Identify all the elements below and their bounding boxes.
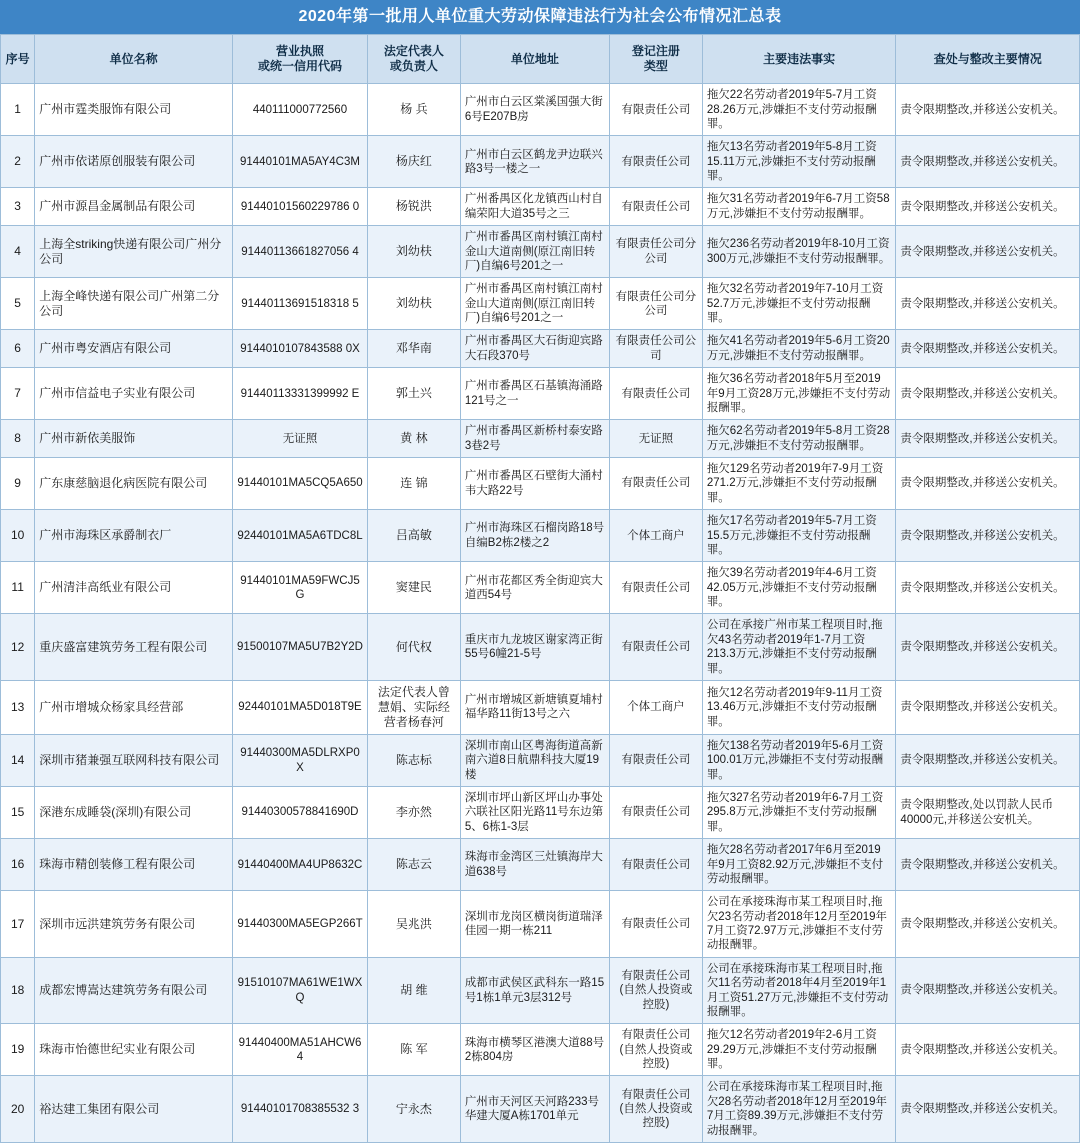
cell-actions: 责令限期整改,并移送公安机关。 bbox=[896, 1076, 1080, 1143]
cell-representative: 法定代表人曾慧娟、实际经营者杨春河 bbox=[368, 680, 461, 734]
cell-index: 2 bbox=[1, 136, 35, 188]
cell-license: 91440400MA4UP8632C bbox=[232, 839, 367, 891]
col-header-registration-line2: 类型 bbox=[643, 59, 668, 74]
cell-registration-type: 无证照 bbox=[610, 420, 703, 458]
cell-actions: 责令限期整改,并移送公安机关。 bbox=[896, 562, 1080, 614]
cell-license: 91440101MA59FWCJ5G bbox=[232, 562, 367, 614]
cell-index: 11 bbox=[1, 562, 35, 614]
cell-index: 9 bbox=[1, 458, 35, 510]
cell-representative: 杨庆红 bbox=[368, 136, 461, 188]
cell-violation-facts: 拖欠22名劳动者2019年5-7月工资28.26万元,涉嫌拒不支付劳动报酬罪。 bbox=[702, 84, 896, 136]
col-header-license-line2: 或统一信用代码 bbox=[257, 59, 342, 74]
cell-violation-facts: 拖欠327名劳动者2019年6-7月工资295.8万元,涉嫌拒不支付劳动报酬罪。 bbox=[702, 787, 896, 839]
cell-index: 10 bbox=[1, 510, 35, 562]
cell-registration-type: 有限责任公司(自然人投资或控股) bbox=[610, 1076, 703, 1143]
cell-violation-facts: 拖欠41名劳动者2019年5-6月工资20万元,涉嫌拒不支付劳动报酬罪。 bbox=[702, 330, 896, 368]
cell-license: 440111000772560 bbox=[232, 84, 367, 136]
cell-registration-type: 有限责任公司分公司 bbox=[610, 226, 703, 278]
cell-address: 成都市武侯区武科东一路15号1栋1单元3层312号 bbox=[460, 957, 609, 1024]
cell-index: 18 bbox=[1, 957, 35, 1024]
cell-unit-name: 广州市信益电子实业有限公司 bbox=[35, 368, 233, 420]
cell-unit-name: 广州市新依美服饰 bbox=[35, 420, 233, 458]
cell-address: 广州市番禺区大石街迎宾路大石段370号 bbox=[460, 330, 609, 368]
cell-registration-type: 有限责任公司(自然人投资或控股) bbox=[610, 957, 703, 1024]
cell-violation-facts: 拖欠129名劳动者2019年7-9月工资271.2万元,涉嫌拒不支付劳动报酬罪。 bbox=[702, 458, 896, 510]
cell-license: 91500107MA5U7B2Y2D bbox=[232, 614, 367, 681]
table-row bbox=[1, 510, 1080, 562]
cell-license: 92440101MA5D018T9E bbox=[232, 680, 367, 734]
cell-address: 广州市增城区新塘镇夏埔村福华路11街13号之六 bbox=[460, 680, 609, 734]
cell-unit-name: 深圳市猪兼强互联网科技有限公司 bbox=[35, 734, 233, 786]
table-row bbox=[1, 1076, 1080, 1143]
cell-registration-type: 有限责任公司 bbox=[610, 787, 703, 839]
cell-unit-name: 广州市源昌金属制品有限公司 bbox=[35, 188, 233, 226]
cell-address: 广州市花都区秀全街迎宾大道西54号 bbox=[460, 562, 609, 614]
cell-actions: 责令限期整改,并移送公安机关。 bbox=[896, 330, 1080, 368]
cell-registration-type: 个体工商户 bbox=[610, 680, 703, 734]
cell-violation-facts: 公司在承接广州市某工程项目时,拖欠43名劳动者2019年1-7月工资213.3万元,涉嫌拒不支付劳动报酬罪。 bbox=[702, 614, 896, 681]
cell-representative: 杨锐洪 bbox=[368, 188, 461, 226]
cell-registration-type: 有限责任公司公司 bbox=[610, 330, 703, 368]
table-row bbox=[1, 458, 1080, 510]
cell-unit-name: 广州清沣高纸业有限公司 bbox=[35, 562, 233, 614]
cell-address: 广州市番禺区石基镇海涌路121号之一 bbox=[460, 368, 609, 420]
violations-table bbox=[0, 34, 1080, 1143]
cell-license: 无证照 bbox=[232, 420, 367, 458]
cell-unit-name: 珠海市怡德世纪实业有限公司 bbox=[35, 1024, 233, 1076]
cell-representative: 李亦然 bbox=[368, 787, 461, 839]
cell-unit-name: 广州市依诺原创服装有限公司 bbox=[35, 136, 233, 188]
cell-violation-facts: 拖欠39名劳动者2019年4-6月工资42.05万元,涉嫌拒不支付劳动报酬罪。 bbox=[702, 562, 896, 614]
cell-index: 19 bbox=[1, 1024, 35, 1076]
col-header-representative-line2: 或负责人 bbox=[389, 59, 438, 74]
cell-actions: 责令限期整改,并移送公安机关。 bbox=[896, 420, 1080, 458]
cell-index: 3 bbox=[1, 188, 35, 226]
table-row bbox=[1, 957, 1080, 1024]
cell-address: 深圳市龙岗区横岗街道瑞泽佳园一期一栋211 bbox=[460, 891, 609, 958]
cell-actions: 责令限期整改,并移送公安机关。 bbox=[896, 614, 1080, 681]
cell-registration-type: 有限责任公司 bbox=[610, 84, 703, 136]
cell-address: 珠海市金湾区三灶镇海岸大道638号 bbox=[460, 839, 609, 891]
cell-license: 91440113661827056 4 bbox=[232, 226, 367, 278]
table-row bbox=[1, 188, 1080, 226]
table-row bbox=[1, 562, 1080, 614]
col-header-address: 单位地址 bbox=[460, 35, 609, 84]
cell-violation-facts: 拖欠12名劳动者2019年9-11月工资13.46万元,涉嫌拒不支付劳动报酬罪。 bbox=[702, 680, 896, 734]
cell-registration-type: 有限责任公司 bbox=[610, 368, 703, 420]
cell-address: 深圳市南山区粤海街道高新南六道8日航鼎科技大厦19楼 bbox=[460, 734, 609, 786]
cell-unit-name: 上海全峰快递有限公司广州第二分公司 bbox=[35, 278, 233, 330]
table-row bbox=[1, 891, 1080, 958]
cell-representative: 胡 维 bbox=[368, 957, 461, 1024]
cell-license: 91440101MA5AY4C3M bbox=[232, 136, 367, 188]
cell-actions: 责令限期整改,并移送公安机关。 bbox=[896, 957, 1080, 1024]
cell-unit-name: 广州市增城众杨家具经营部 bbox=[35, 680, 233, 734]
cell-license: 92440101MA5A6TDC8L bbox=[232, 510, 367, 562]
cell-index: 4 bbox=[1, 226, 35, 278]
cell-representative: 邓华南 bbox=[368, 330, 461, 368]
cell-registration-type: 有限责任公司 bbox=[610, 891, 703, 958]
cell-address: 珠海市横琴区港澳大道88号2栋804房 bbox=[460, 1024, 609, 1076]
cell-actions: 责令限期整改,并移送公安机关。 bbox=[896, 510, 1080, 562]
cell-actions: 责令限期整改,并移送公安机关。 bbox=[896, 458, 1080, 510]
cell-address: 重庆市九龙坡区谢家湾正街55号6幢21-5号 bbox=[460, 614, 609, 681]
cell-index: 17 bbox=[1, 891, 35, 958]
cell-license: 91440113331399992 E bbox=[232, 368, 367, 420]
cell-license: 91440101708385532 3 bbox=[232, 1076, 367, 1143]
document-title: 2020年第一批用人单位重大劳动保障违法行为社会公布情况汇总表 bbox=[0, 0, 1080, 34]
cell-actions: 责令限期整改,并移送公安机关。 bbox=[896, 680, 1080, 734]
cell-actions: 责令限期整改,并移送公安机关。 bbox=[896, 839, 1080, 891]
cell-actions: 责令限期整改,并移送公安机关。 bbox=[896, 136, 1080, 188]
cell-index: 15 bbox=[1, 787, 35, 839]
cell-registration-type: 有限责任公司 bbox=[610, 188, 703, 226]
col-header-registration-type bbox=[610, 35, 703, 84]
cell-address: 深圳市坪山新区坪山办事处六联社区阳光路11号东边第5、6栋1-3层 bbox=[460, 787, 609, 839]
col-header-representative bbox=[368, 35, 461, 84]
cell-registration-type: 有限责任公司 bbox=[610, 614, 703, 681]
cell-registration-type: 有限责任公司(自然人投资或控股) bbox=[610, 1024, 703, 1076]
cell-registration-type: 有限责任公司 bbox=[610, 562, 703, 614]
cell-license: 91440113691518318 5 bbox=[232, 278, 367, 330]
cell-actions: 责令限期整改,处以罚款人民币40000元,并移送公安机关。 bbox=[896, 787, 1080, 839]
cell-representative: 陈志标 bbox=[368, 734, 461, 786]
cell-unit-name: 广东康慈脑退化病医院有限公司 bbox=[35, 458, 233, 510]
cell-violation-facts: 公司在承接珠海市某工程项目时,拖欠11名劳动者2018年4月至2019年1月工资51.27万元,涉嫌拒不支付劳动报酬罪。 bbox=[702, 957, 896, 1024]
cell-representative: 连 锦 bbox=[368, 458, 461, 510]
table-row bbox=[1, 734, 1080, 786]
table-row bbox=[1, 839, 1080, 891]
col-header-representative-line1: 法定代表人 bbox=[383, 44, 444, 59]
col-header-index: 序号 bbox=[1, 35, 35, 84]
table-row bbox=[1, 787, 1080, 839]
cell-actions: 责令限期整改,并移送公安机关。 bbox=[896, 368, 1080, 420]
cell-representative: 宁永杰 bbox=[368, 1076, 461, 1143]
cell-representative: 陈志云 bbox=[368, 839, 461, 891]
col-header-actions: 查处与整改主要情况 bbox=[896, 35, 1080, 84]
cell-registration-type: 有限责任公司分公司 bbox=[610, 278, 703, 330]
cell-unit-name: 广州市海珠区承爵制衣厂 bbox=[35, 510, 233, 562]
cell-registration-type: 有限责任公司 bbox=[610, 458, 703, 510]
cell-index: 20 bbox=[1, 1076, 35, 1143]
table-row bbox=[1, 136, 1080, 188]
cell-representative: 吴兆洪 bbox=[368, 891, 461, 958]
table-row bbox=[1, 680, 1080, 734]
cell-index: 14 bbox=[1, 734, 35, 786]
cell-representative: 杨 兵 bbox=[368, 84, 461, 136]
cell-unit-name: 上海全striking快递有限公司广州分公司 bbox=[35, 226, 233, 278]
cell-unit-name: 重庆盛富建筑劳务工程有限公司 bbox=[35, 614, 233, 681]
cell-address: 广州市番禺区南村镇江南村金山大道南侧(原江南旧转厂)自编6号201之一 bbox=[460, 226, 609, 278]
table-row bbox=[1, 368, 1080, 420]
cell-license: 91440101560229786 0 bbox=[232, 188, 367, 226]
cell-representative: 窦建民 bbox=[368, 562, 461, 614]
cell-index: 7 bbox=[1, 368, 35, 420]
cell-unit-name: 珠海市精创装修工程有限公司 bbox=[35, 839, 233, 891]
cell-address: 广州市白云区棠溪国强大街6号E207B房 bbox=[460, 84, 609, 136]
cell-violation-facts: 拖欠12名劳动者2019年2-6月工资29.29万元,涉嫌拒不支付劳动报酬罪。 bbox=[702, 1024, 896, 1076]
cell-violation-facts: 公司在承接珠海市某工程项目时,拖欠23名劳动者2018年12月至2019年7月工资72.97万元,涉嫌拒不支付劳动报酬罪。 bbox=[702, 891, 896, 958]
cell-violation-facts: 拖欠138名劳动者2019年5-6月工资100.01万元,涉嫌拒不支付劳动报酬罪。 bbox=[702, 734, 896, 786]
cell-violation-facts: 拖欠236名劳动者2019年8-10月工资300万元,涉嫌拒不支付劳动报酬罪。 bbox=[702, 226, 896, 278]
cell-unit-name: 成都宏博嵩达建筑劳务有限公司 bbox=[35, 957, 233, 1024]
cell-index: 16 bbox=[1, 839, 35, 891]
cell-violation-facts: 公司在承接珠海市某工程项目时,拖欠28名劳动者2018年12月至2019年7月工资89.39万元,涉嫌拒不支付劳动报酬罪。 bbox=[702, 1076, 896, 1143]
cell-index: 8 bbox=[1, 420, 35, 458]
cell-unit-name: 广州市霆类服饰有限公司 bbox=[35, 84, 233, 136]
col-header-unit-name: 单位名称 bbox=[35, 35, 233, 84]
col-header-registration-line1: 登记注册 bbox=[631, 44, 680, 59]
cell-registration-type: 有限责任公司 bbox=[610, 136, 703, 188]
cell-violation-facts: 拖欠36名劳动者2018年5月至2019年9月工资28万元,涉嫌拒不支付劳动报酬罪。 bbox=[702, 368, 896, 420]
cell-license: 91440300MA5EGP266T bbox=[232, 891, 367, 958]
cell-violation-facts: 拖欠13名劳动者2019年5-8月工资15.11万元,涉嫌拒不支付劳动报酬罪。 bbox=[702, 136, 896, 188]
cell-address: 广州市海珠区石榴岗路18号自编B2栋2楼之2 bbox=[460, 510, 609, 562]
cell-index: 1 bbox=[1, 84, 35, 136]
cell-license: 91440400MA51AHCW64 bbox=[232, 1024, 367, 1076]
cell-license: 91440300MA5DLRXP0X bbox=[232, 734, 367, 786]
cell-actions: 责令限期整改,并移送公安机关。 bbox=[896, 226, 1080, 278]
cell-representative: 郭土兴 bbox=[368, 368, 461, 420]
col-header-license bbox=[232, 35, 367, 84]
cell-address: 广州市天河区天河路233号华建大厦A栋1701单元 bbox=[460, 1076, 609, 1143]
table-row bbox=[1, 278, 1080, 330]
cell-registration-type: 有限责任公司 bbox=[610, 734, 703, 786]
cell-representative: 刘幼枎 bbox=[368, 226, 461, 278]
cell-violation-facts: 拖欠31名劳动者2019年6-7月工资58万元,涉嫌拒不支付劳动报酬罪。 bbox=[702, 188, 896, 226]
col-header-license-line1: 营业执照 bbox=[275, 44, 324, 59]
cell-violation-facts: 拖欠62名劳动者2019年5-8月工资28万元,涉嫌拒不支付劳动报酬罪。 bbox=[702, 420, 896, 458]
cell-address: 广州市番禺区南村镇江南村金山大道南侧(原江南旧转厂)自编6号201之一 bbox=[460, 278, 609, 330]
cell-index: 5 bbox=[1, 278, 35, 330]
cell-address: 广州市番禺区石壁街大涌村韦大路22号 bbox=[460, 458, 609, 510]
cell-index: 12 bbox=[1, 614, 35, 681]
cell-unit-name: 广州市粤安酒店有限公司 bbox=[35, 330, 233, 368]
cell-actions: 责令限期整改,并移送公安机关。 bbox=[896, 734, 1080, 786]
cell-representative: 刘幼枎 bbox=[368, 278, 461, 330]
col-header-violation-facts: 主要违法事实 bbox=[702, 35, 896, 84]
cell-registration-type: 个体工商户 bbox=[610, 510, 703, 562]
cell-index: 6 bbox=[1, 330, 35, 368]
cell-violation-facts: 拖欠28名劳动者2017年6月至2019年9月工资82.92万元,涉嫌拒不支付劳动报酬罪。 bbox=[702, 839, 896, 891]
cell-violation-facts: 拖欠32名劳动者2019年7-10月工资52.7万元,涉嫌拒不支付劳动报酬罪。 bbox=[702, 278, 896, 330]
cell-license: 91510107MA61WE1WXQ bbox=[232, 957, 367, 1024]
table-header-row bbox=[1, 35, 1080, 84]
cell-representative: 陈 军 bbox=[368, 1024, 461, 1076]
cell-representative: 吕高敏 bbox=[368, 510, 461, 562]
cell-actions: 责令限期整改,并移送公安机关。 bbox=[896, 1024, 1080, 1076]
cell-registration-type: 有限责任公司 bbox=[610, 839, 703, 891]
table-row bbox=[1, 84, 1080, 136]
table-row bbox=[1, 1024, 1080, 1076]
cell-actions: 责令限期整改,并移送公安机关。 bbox=[896, 188, 1080, 226]
table-row bbox=[1, 614, 1080, 681]
table-body bbox=[1, 84, 1080, 1143]
cell-unit-name: 深港东成睡袋(深圳)有限公司 bbox=[35, 787, 233, 839]
table-row bbox=[1, 420, 1080, 458]
cell-license: 91440300578841690D bbox=[232, 787, 367, 839]
table-header bbox=[1, 35, 1080, 84]
cell-license: 91440101MA5CQ5A650 bbox=[232, 458, 367, 510]
cell-address: 广州市番禺区新桥村泰安路3巷2号 bbox=[460, 420, 609, 458]
cell-address: 广州市白云区鹤龙尹边联兴路3号一楼之一 bbox=[460, 136, 609, 188]
cell-actions: 责令限期整改,并移送公安机关。 bbox=[896, 84, 1080, 136]
cell-representative: 何代权 bbox=[368, 614, 461, 681]
cell-representative: 黄 林 bbox=[368, 420, 461, 458]
table-row bbox=[1, 226, 1080, 278]
cell-license: 9144010107843588 0X bbox=[232, 330, 367, 368]
cell-unit-name: 深圳市远洪建筑劳务有限公司 bbox=[35, 891, 233, 958]
cell-actions: 责令限期整改,并移送公安机关。 bbox=[896, 278, 1080, 330]
cell-actions: 责令限期整改,并移送公安机关。 bbox=[896, 891, 1080, 958]
cell-address: 广州番禺区化龙镇西山村自编荣阳大道35号之三 bbox=[460, 188, 609, 226]
cell-violation-facts: 拖欠17名劳动者2019年5-7月工资15.5万元,涉嫌拒不支付劳动报酬罪。 bbox=[702, 510, 896, 562]
cell-index: 13 bbox=[1, 680, 35, 734]
cell-unit-name: 裕达建工集团有限公司 bbox=[35, 1076, 233, 1143]
table-row bbox=[1, 330, 1080, 368]
